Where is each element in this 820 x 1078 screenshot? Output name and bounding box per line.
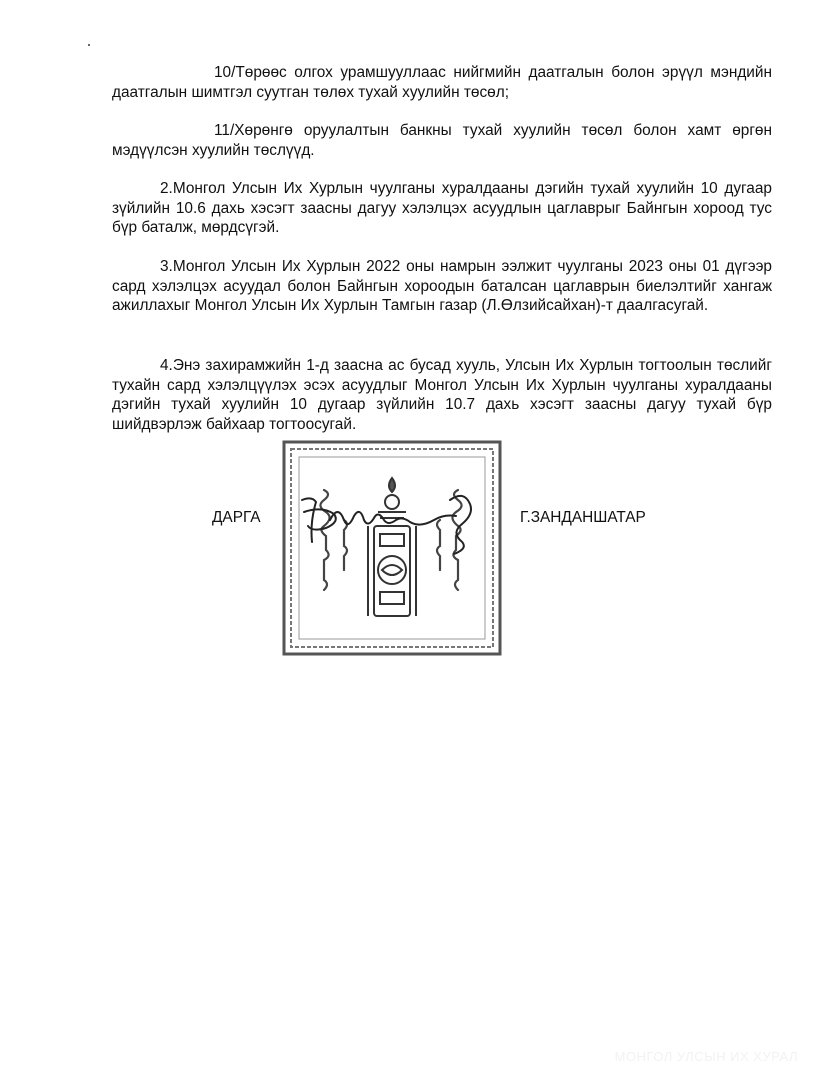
paragraph-section-3: 3.Монгол Улсын Их Хурлын 2022 оны намрын ээлжит чуулганы 2023 оны 01 дүгээр сард хэлэлцэх асуудал болон Байнгын хороодын баталсан цаглаврын биелэлтийг хангаж ажиллахыг Монгол Улсын Их Хурлын Тамгын газар (Л.Өлзийсайхан)-т даалгасугай. (112, 258, 772, 315)
paragraph-section-4: 4.Энэ захирамжийн 1-д заасна ас бусад хууль, Улсын Их Хурлын тогтоолын төслийг тухайн сард хэлэлцүүлэх эсэх асуудлыг Монгол Улсын Их Хурлын чуулганы хуралдааны дэгийн тухай хуулийн 10 дугаар зүйлийн 10.7 дахь хэсэгт заасны дагуу тухай бүр шийдвэрлэж байхаар тогтоосугай. (112, 357, 772, 433)
signatory-name: Г.ЗАНДАНШАТАР (520, 509, 646, 526)
paragraph-item-11: 11/Хөрөнгө оруулалтын банкны тухай хуулийн төсөл болон хамт өргөн мэдүүлсэн хуулийн төслүүд. (112, 122, 772, 159)
scan-speck (88, 44, 90, 46)
soyombo-emblem-icon (368, 478, 416, 616)
paragraph-item-10: 10/Төрөөс олгох урамшууллаас нийгмийн даатгалын болон эрүүл мэндийн даатгалын шимтгэл суутган төлөх тухай хуулийн төсөл; (112, 64, 772, 101)
signatory-title: ДАРГА (212, 509, 261, 526)
watermark-text: МОНГОЛ УЛСЫН ИХ ХУРАЛ (614, 1049, 798, 1064)
paragraph-section-2: 2.Монгол Улсын Их Хурлын чуулганы хуралдааны дэгийн тухай хуулийн 10 дугаар зүйлийн 10.6 дахь хэсэгт заасны дагуу хэлэлцэх асуудлын цаглаврыг Байнгын хороод тус бүр баталж, мөрдсүгэй. (112, 180, 772, 237)
state-seal-stamp (282, 440, 502, 656)
